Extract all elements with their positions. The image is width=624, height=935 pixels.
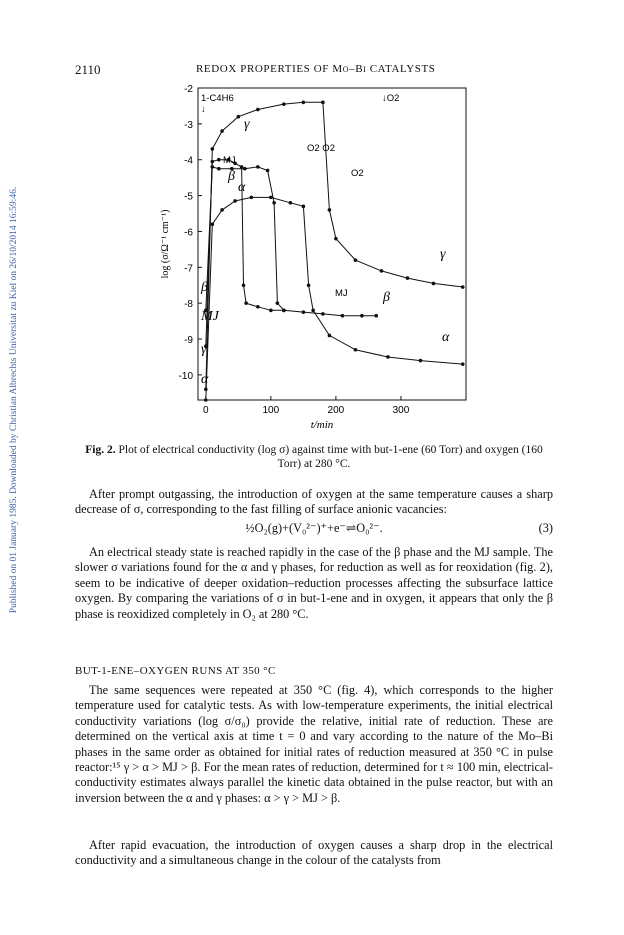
data-point-γ [354,258,358,262]
figure-caption [75,443,553,471]
data-point-γ [461,285,465,289]
data-point-α [311,309,315,313]
y-tick-label: -5 [184,191,193,203]
data-point-α [354,348,358,352]
data-point-α [386,355,390,359]
data-point-β [256,165,260,169]
data-point-γ [237,115,241,119]
curve-label: γ [244,117,250,132]
data-point-γ [432,282,436,286]
data-point-α [461,362,465,366]
data-point-β [272,201,276,205]
curve-label: MJ [201,309,219,324]
data-point-β [360,314,364,318]
data-point-α [289,201,293,205]
equation-3 [75,521,553,536]
data-point-MJ [211,160,215,164]
data-point-β [341,314,345,318]
chart-annotation: O2 O2 [307,143,335,154]
data-point-β [217,167,221,171]
y-axis-label: log (σ/Ω⁻¹ cm⁻¹) [160,209,171,279]
data-point-MJ [244,301,248,305]
y-tick-label: -3 [184,119,193,131]
x-tick-label: 0 [203,405,209,416]
data-point-γ [302,101,306,105]
body-paragraph-2: An electrical steady state is reached rapidly in the case of the β phase and the MJ sample. The slower σ variations found for the α and γ phases, for reduction as well as for reoxidation (fig. 2), seem to be indicative of deeper oxidation–reduction processes affecting the subsurface lattice oxygen. By comparing the variations of σ in but-1-ene and in oxygen, it appears that only the β phase is reoxidized completely in O₂ at 280 °C. [75,545,553,621]
data-point-β [276,301,280,305]
y-tick-label: -7 [184,263,193,275]
page-number: 2110 [75,62,101,77]
body-paragraph-1: After prompt outgassing, the introduction of oxygen at the same temperature causes a sharp decrease of σ, corresponding to the fast filling of surface anionic vacancies: [75,487,553,517]
x-tick-label: 300 [392,405,410,416]
data-point-γ [380,269,384,273]
chart-annotation: O2 [351,168,364,179]
data-point-MJ [240,165,244,169]
data-point-γ [334,237,338,241]
data-point-γ [328,208,332,212]
chart-annotation: ↓O2 [382,93,400,104]
data-point-γ [282,102,286,106]
y-tick-label: -6 [184,227,193,239]
data-point-γ [256,108,260,112]
data-point-β [374,314,378,318]
data-point-α [233,199,237,203]
curve-label: α [201,372,209,387]
data-point-α [302,205,306,209]
y-tick-label: -8 [184,299,193,311]
data-point-MJ [256,305,260,309]
data-point-γ [220,129,224,133]
data-point-α [328,334,332,338]
data-point-α [307,283,311,287]
section-title: BUT-1-ENE–OXYGEN RUNS AT 350 °C [75,665,276,677]
x-axis-label: t/min [310,419,334,431]
data-point-MJ [282,309,286,313]
chart-annotation: ↓ [201,104,206,115]
equation-text: ½O₂(g)+(V₀²⁻)⁺+e⁻⇌O₀²⁻. [245,521,383,535]
conductivity-chart [150,80,480,440]
x-tick-label: 100 [262,405,280,416]
data-point-MJ [242,283,246,287]
data-point-γ [211,147,215,151]
caption-label: Fig. 2. [85,444,116,456]
x-tick-label: 200 [327,405,345,416]
plot-frame [198,88,466,400]
series-line-β [206,167,376,316]
chart-annotation: MJ [335,288,348,299]
y-tick-label: -9 [184,335,193,347]
data-point-γ [321,101,325,105]
curve-label: γ [440,247,446,262]
data-point-β [243,167,247,171]
data-point-γ [406,276,410,280]
curve-label: α [238,180,246,195]
y-tick-label: -2 [184,84,193,95]
data-point-α [419,359,423,363]
data-point-α [204,398,208,402]
data-point-MJ [217,158,221,162]
data-point-α [250,196,254,200]
body-paragraph-4: After rapid evacuation, the introduction of oxygen causes a sharp drop in the electrical conductivity and a simultaneous change in the colour of the catalysts from [75,838,553,868]
y-tick-label: -4 [184,155,193,167]
chart-annotation: MJ [223,155,236,166]
chart-annotation: 1-C4H6 [201,93,234,104]
curve-label: β [383,290,390,305]
curve-label: β [228,169,235,184]
data-point-α [211,222,215,226]
caption-text: Plot of electrical conductivity (log σ) against time with but-1-ene (60 Torr) and oxygen (160 Torr) at 280 °C. [118,444,543,470]
curve-label: β [201,280,208,295]
y-tick-label: -10 [178,370,193,382]
curve-label: γ [201,342,207,357]
running-head: REDOX PROPERTIES OF Mo–Bi CATALYSTS [196,63,436,75]
download-notice: Published on 01 January 1985. Downloaded by Christian Albrechts Universitat zu Kiel on 26/10/2014 16:59:46. [9,186,19,614]
curve-label: α [442,330,450,345]
data-point-MJ [269,309,273,313]
body-paragraph-3: The same sequences were repeated at 350 °C (fig. 4), which corresponds to the higher temperature used for catalytic tests. As with low-temperature experiments, the initial electrical conductivity variations (log σ/σ₀) provide the relative, initial rate of reduction. These are determined on the vertical axis at time t = 0 and vary according to the nature of the Mo–Bi phases in the same order as obtained for initial rates of reduction measured at 350 °C in pulse reactor:¹⁵ γ > α > MJ > β. For the mean rates of reduction, determined for t ≈ 100 min, electrical-conductivity estimates always parallel the kinetic data obtained in the pulse reactor, but with an inversion between the α and γ phases: α > γ > MJ > β. [75,683,553,805]
data-point-β [321,312,325,316]
data-point-α [269,196,273,200]
equation-number: (3) [538,521,553,535]
data-point-α [220,208,224,212]
data-point-β [266,169,270,173]
data-point-β [302,310,306,314]
